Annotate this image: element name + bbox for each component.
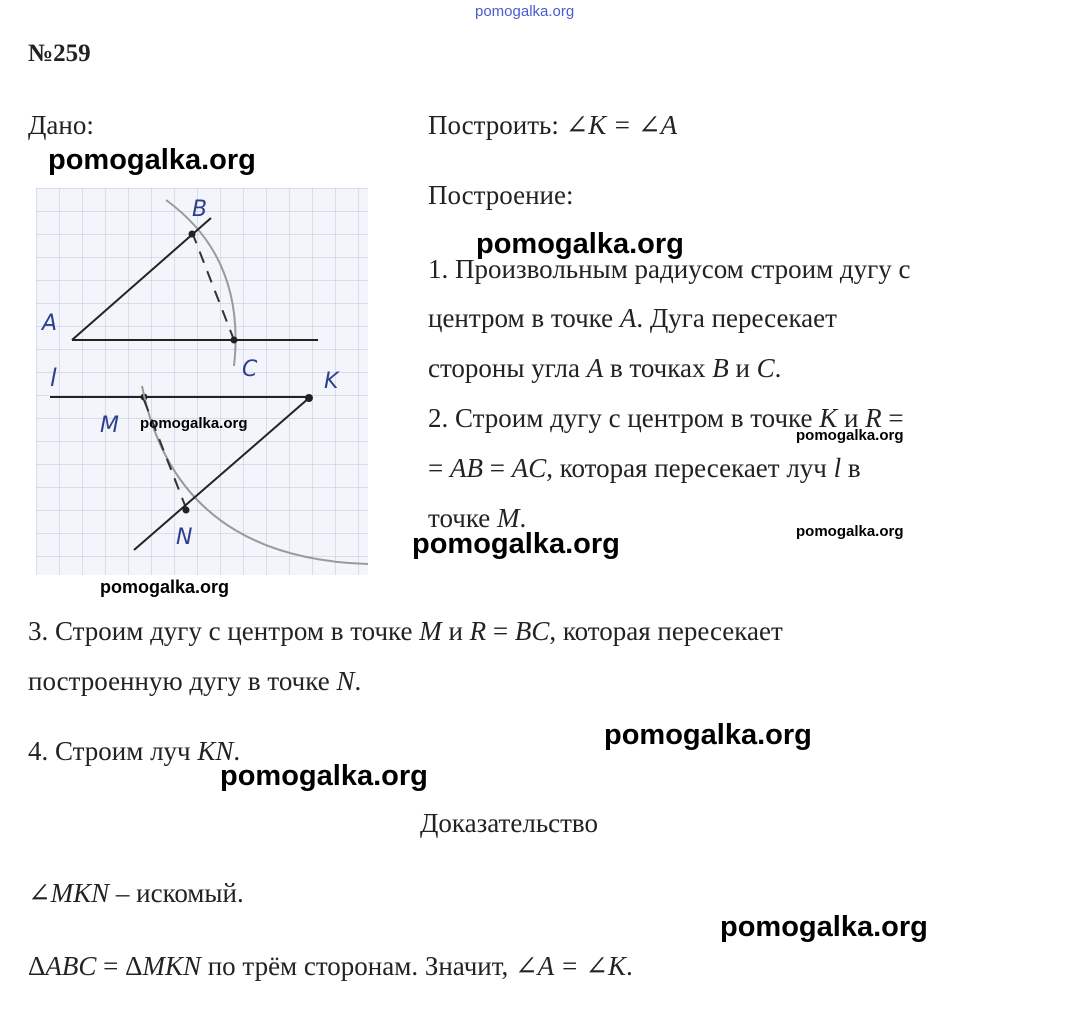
watermark: pomogalka.org: [476, 228, 684, 260]
watermark: pomogalka.org: [48, 144, 256, 176]
watermark: pomogalka.org: [796, 523, 904, 540]
construction-title: Построение:: [428, 180, 574, 210]
watermark: pomogalka.org: [412, 528, 620, 560]
point-b: [189, 231, 196, 238]
watermark: pomogalka.org: [140, 415, 248, 432]
label-a: A: [42, 311, 58, 336]
proof-title: Доказательство: [420, 808, 598, 838]
step1-line1: 1. Произвольным радиусом строим дугу с: [428, 254, 911, 284]
grid-lines: [36, 188, 368, 575]
construction-figure: [36, 188, 368, 575]
step2-line2: = AB = AC, которая пересекает луч l в: [428, 453, 861, 483]
watermark: pomogalka.org: [604, 719, 812, 751]
label-b: B: [192, 197, 208, 222]
step2-line1: 2. Строим дугу с центром в точке K и R =: [428, 403, 904, 433]
proof-line1: ∠MKN – искомый.: [28, 878, 244, 908]
point-c: [231, 337, 238, 344]
given-label: Дано:: [28, 110, 94, 140]
step2-line3: точке M.: [428, 503, 527, 533]
step3-line2: построенную дугу в точке N.: [28, 666, 362, 696]
label-l: l: [50, 364, 57, 392]
step1-line2: центром в точке A. Дуга пересекает: [428, 303, 837, 333]
label-k: K: [324, 369, 339, 394]
construct-formula: ∠K = ∠A: [565, 110, 678, 140]
site-link[interactable]: pomogalka.org: [475, 3, 575, 20]
watermark: pomogalka.org: [100, 577, 230, 597]
point-n: [183, 507, 190, 514]
label-n: N: [176, 525, 193, 550]
step4-line: 4. Строим луч KN.: [28, 736, 241, 766]
watermark: pomogalka.org: [720, 911, 928, 943]
step3-line1: 3. Строим дугу с центром в точке M и R = BC, которая пересекает: [28, 616, 783, 646]
label-c: C: [242, 357, 258, 382]
watermark: pomogalka.org: [220, 760, 428, 792]
label-m: M: [100, 413, 119, 438]
watermark: pomogalka.org: [796, 427, 904, 444]
proof-line2: ΔABC = ΔMKN по трём сторонам. Значит, ∠A = ∠K.: [28, 951, 633, 981]
construct-goal: [428, 112, 677, 139]
step1-line3: стороны угла A в точках B и C.: [428, 353, 782, 383]
construct-label: Построить:: [428, 110, 559, 140]
problem-number: №259: [28, 40, 91, 67]
